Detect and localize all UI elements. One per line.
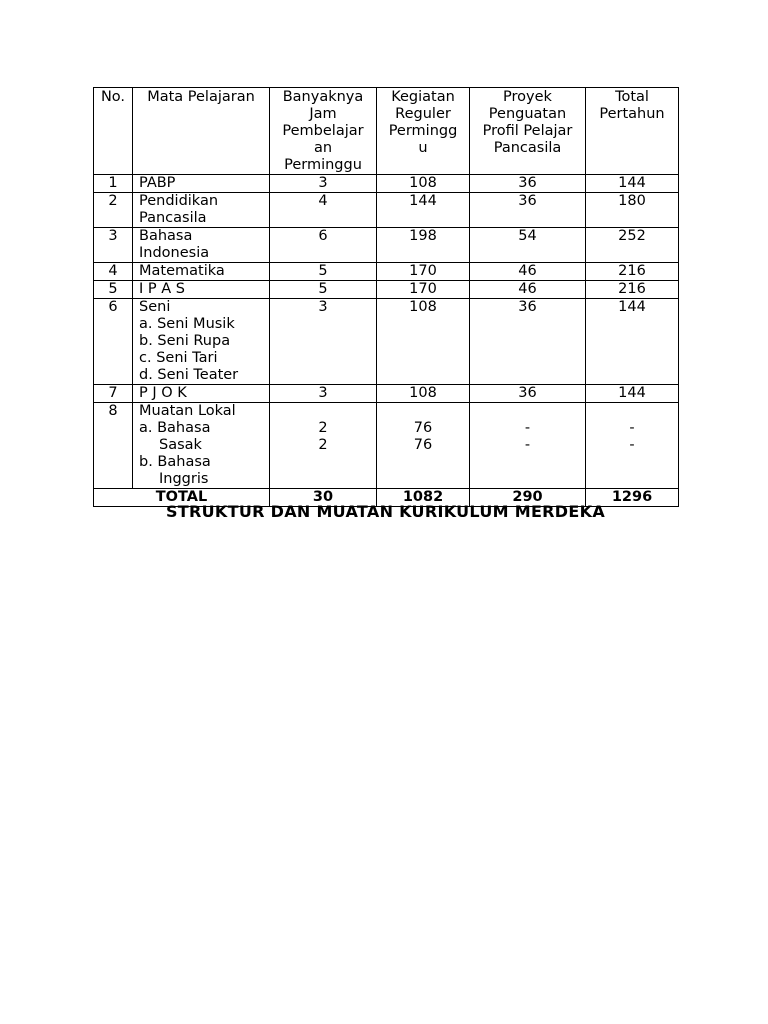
table-row — [94, 228, 679, 263]
table-row — [94, 263, 679, 281]
row-total: 252 — [586, 228, 679, 263]
row-hours: 5 — [270, 263, 377, 281]
row-project: 36 — [470, 385, 586, 403]
row-hours: 4 — [270, 193, 377, 228]
table-row — [94, 281, 679, 299]
header-regular: Kegiatan Reguler Permingg u — [377, 88, 470, 175]
row-total: 144 — [586, 299, 679, 385]
row-no: 2 — [94, 193, 133, 228]
table-row — [94, 299, 679, 385]
header-subject: Mata Pelajaran — [133, 88, 270, 175]
row-no: 6 — [94, 299, 133, 385]
row-total: - - — [586, 403, 679, 489]
row-no: 4 — [94, 263, 133, 281]
row-no: 3 — [94, 228, 133, 263]
row-no: 1 — [94, 175, 133, 193]
total-project: 290 — [470, 489, 586, 507]
row-project: 36 — [470, 175, 586, 193]
row-total: 216 — [586, 281, 679, 299]
total-year: 1296 — [586, 489, 679, 507]
table-row — [94, 175, 679, 193]
row-total: 144 — [586, 385, 679, 403]
row-hours: 2 2 — [270, 403, 377, 489]
header-total-year: Total Pertahun — [586, 88, 679, 175]
row-project: 36 — [470, 299, 586, 385]
row-subject: Matematika — [133, 263, 270, 281]
header-weekly-hours: Banyaknya Jam Pembelajar an Perminggu — [270, 88, 377, 175]
row-project: 54 — [470, 228, 586, 263]
row-regular: 108 — [377, 175, 470, 193]
row-project: 46 — [470, 281, 586, 299]
row-total: 216 — [586, 263, 679, 281]
total-regular: 1082 — [377, 489, 470, 507]
row-hours: 6 — [270, 228, 377, 263]
curriculum-table — [93, 87, 679, 507]
total-hours: 30 — [270, 489, 377, 507]
row-regular: 170 — [377, 263, 470, 281]
row-project: 36 — [470, 193, 586, 228]
row-regular: 198 — [377, 228, 470, 263]
row-subject: Pendidikan Pancasila — [133, 193, 270, 228]
row-total: 180 — [586, 193, 679, 228]
row-regular: 144 — [377, 193, 470, 228]
row-hours: 3 — [270, 385, 377, 403]
row-regular: 108 — [377, 299, 470, 385]
row-hours: 3 — [270, 175, 377, 193]
row-subject: Seni a. Seni Musik b. Seni Rupa c. Seni Tari d. Seni Teater — [133, 299, 270, 385]
table-row — [94, 403, 679, 489]
row-no: 8 — [94, 403, 133, 489]
total-label: TOTAL — [94, 489, 270, 507]
row-subject: I P A S — [133, 281, 270, 299]
row-subject: P J O K — [133, 385, 270, 403]
header-row — [94, 88, 679, 175]
row-hours: 5 — [270, 281, 377, 299]
row-subject: Bahasa Indonesia — [133, 228, 270, 263]
header-no: No. — [94, 88, 133, 175]
row-regular: 108 — [377, 385, 470, 403]
row-subject: Muatan Lokal a. Bahasa Sasak b. Bahasa Inggris — [133, 403, 270, 489]
row-project: - - — [470, 403, 586, 489]
row-total: 144 — [586, 175, 679, 193]
row-subject: PABP — [133, 175, 270, 193]
table-row — [94, 193, 679, 228]
row-no: 5 — [94, 281, 133, 299]
row-regular: 76 76 — [377, 403, 470, 489]
row-project: 46 — [470, 263, 586, 281]
row-hours: 3 — [270, 299, 377, 385]
row-no: 7 — [94, 385, 133, 403]
row-regular: 170 — [377, 281, 470, 299]
table-row — [94, 385, 679, 403]
table-caption: STRUKTUR DAN MUATAN KURIKULUM MERDEKA — [165, 502, 605, 521]
header-project: Proyek Penguatan Profil Pelajar Pancasila — [470, 88, 586, 175]
